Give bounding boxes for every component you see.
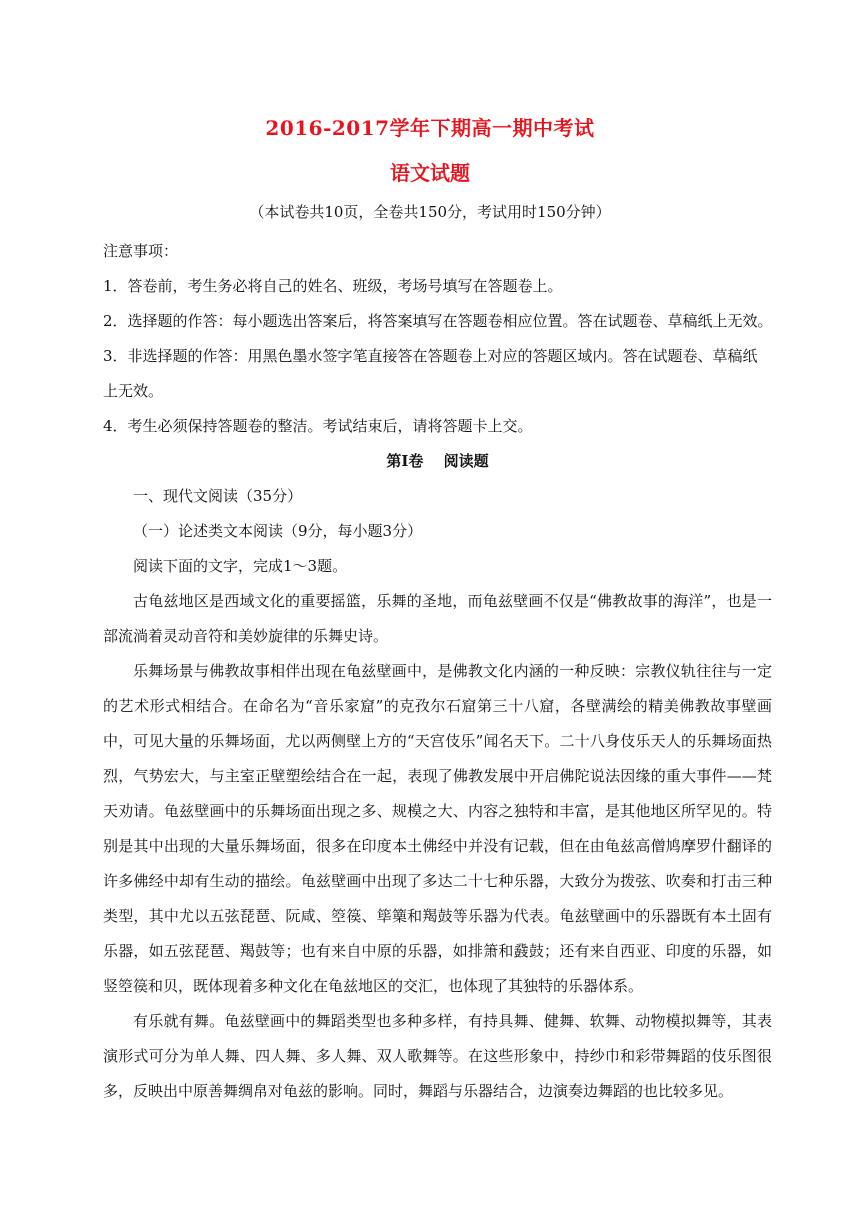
paragraph-2: 乐舞场景与佛教故事相伴出现在龟兹壁画中，是佛教文化内涵的一种反映：宗教仪轨往往与一定的艺术形式相结合。在命名为“音乐家窟”的克孜尔石窟第三十八窟，各壁满绘的精美佛教故事壁画中，可见大量的乐舞场面，尤以两侧壁上方的“天宫伎乐”闻名天下。二十八身伎乐天人的乐舞场面热烈，气势宏大，与主室正壁塑绘结合在一起，表现了佛教发展中开启佛陀说法因缘的重大事件——梵天劝请。龟兹壁画中的乐舞场面出现之多、规模之大、内容之独特和丰富，是其他地区所罕见的。特别是其中出现的大量乐舞场面，很多在印度本土佛经中并没有记载，但在由龟兹高僧鸠摩罗什翻译的许多佛经中却有生动的描绘。龟兹壁画中出现了多达二十七种乐器，大致分为拨弦、吹奏和打击三种类型，其中尤以五弦琵琶、阮咸、箜篌、筚篥和羯鼓等乐器为代表。龟兹壁画中的乐器既有本土固有乐器，如五弦琵琶、羯鼓等；也有来自中原的乐器，如排箫和鼗鼓；还有来自西亚、印度的乐器，如竖箜篌和贝，既体现着多种文化在龟兹地区的交汇，也体现了其独特的乐器体系。 [103,662,772,995]
note-item-1: 1．答卷前，考生务必将自己的姓名、班级，考场号填写在答题卷上。 [103,277,563,295]
subsection-heading: （一）论述类文本阅读（9分，每小题3分） [133,522,423,540]
note-item-4: 4．考生必须保持答题卷的整洁。考试结束后，请将答题卡上交。 [103,417,533,435]
paragraph-1: 古龟兹地区是西域文化的重要摇篮，乐舞的圣地，而龟兹壁画不仅是“佛教故事的海洋”，也是一部流淌着灵动音符和美妙旋律的乐舞史诗。 [103,592,772,645]
notes-heading: 注意事项： [103,242,179,260]
page-subtitle: 语文试题 [390,161,470,185]
paragraph-3: 有乐就有舞。龟兹壁画中的舞蹈类型也多种多样，有持具舞、健舞、软舞、动物模拟舞等，其表演形式可分为单人舞、四人舞、多人舞、双人歌舞等。在这些形象中，持纱巾和彩带舞蹈的伎乐图很多，反映出中原善舞绸帛对龟兹的影响。同时，舞蹈与乐器结合，边演奏边舞蹈的也比较多见。 [103,1012,772,1100]
reading-instruction: 阅读下面的文字，完成1～3题。 [133,557,348,575]
document-body [103,234,772,1109]
note-item-3: 3．非选择题的作答：用黑色墨水签字笔直接答在答题卷上对应的答题区域内。答在试题卷、草稿纸上无效。 [103,347,758,400]
section-heading: 一、现代文阅读（35分） [133,487,303,505]
page-title: 2016-2017学年下期高一期中考试 [265,116,595,140]
exam-info: （本试卷共10页，全卷共150分，考试用时150分钟） [249,203,611,221]
part-heading: 第Ⅰ卷 阅读题 [386,452,489,470]
note-item-2: 2．选择题的作答：每小题选出答案后，将答案填写在答题卷相应位置。答在试题卷、草稿纸上无效。 [103,312,773,330]
